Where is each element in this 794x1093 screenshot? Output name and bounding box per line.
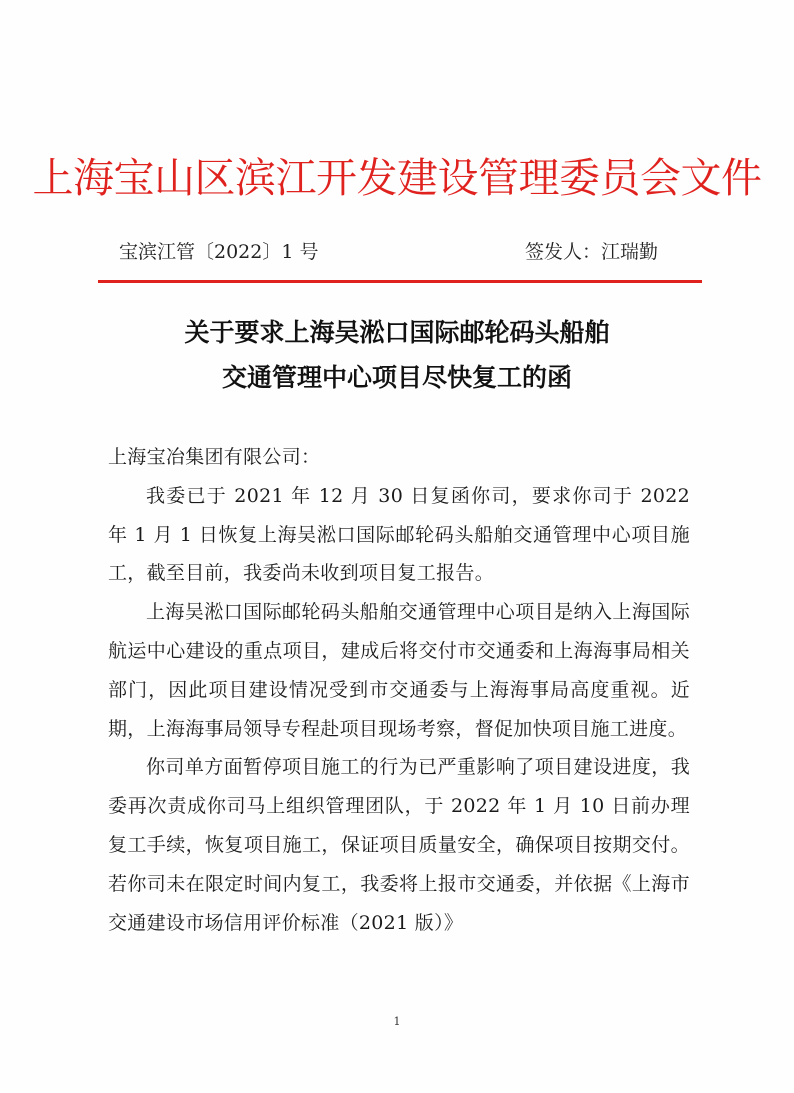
body-paragraph: 上海吴淞口国际邮轮码头船舶交通管理中心项目是纳入上海国际航运中心建设的重点项目，建成后将交付市交通委和上海海事局相关部门，因此项目建设情况受到市交通委与上海海事局高度重视。近期，上海海事局领导专程赴项目现场考察，督促加快项目施工进度。 (108, 601, 690, 740)
subject-title-line-2: 交通管理中心项目尽快复工的函 (221, 363, 572, 392)
page-number: 1 (393, 1015, 401, 1028)
red-divider-line (98, 280, 702, 283)
letter-body (108, 438, 690, 942)
subject-title-line-1: 关于要求上海吴淞口国际邮轮码头船舶 (184, 318, 610, 347)
body-paragraph: 你司单方面暂停项目施工的行为已严重影响了项目建设进度，我委再次责成你司马上组织管理团队，于 2022 年 1 月 10 日前办理复工手续，恢复项目施工，保证项目质量安全，确保项目按期交付。若你司未在限定时间内复工，我委将上报市交通委，并依据《上海市交通建设市场信用评价标准（2021 版）》 (108, 756, 690, 934)
document-number: 宝滨江管〔2022〕1 号 (119, 241, 319, 263)
signer: 签发人：江瑞勤 (525, 241, 659, 263)
issuing-authority-header: 上海宝山区滨江开发建设管理委员会文件 (32, 154, 762, 202)
body-paragraph: 我委已于 2021 年 12 月 30 日复函你司，要求你司于 2022 年 1 月 1 日恢复上海吴淞口国际邮轮码头船舶交通管理中心项目施工，截至目前，我委尚未收到项目复工报告。 (108, 484, 690, 585)
addressee: 上海宝冶集团有限公司： (108, 446, 321, 468)
